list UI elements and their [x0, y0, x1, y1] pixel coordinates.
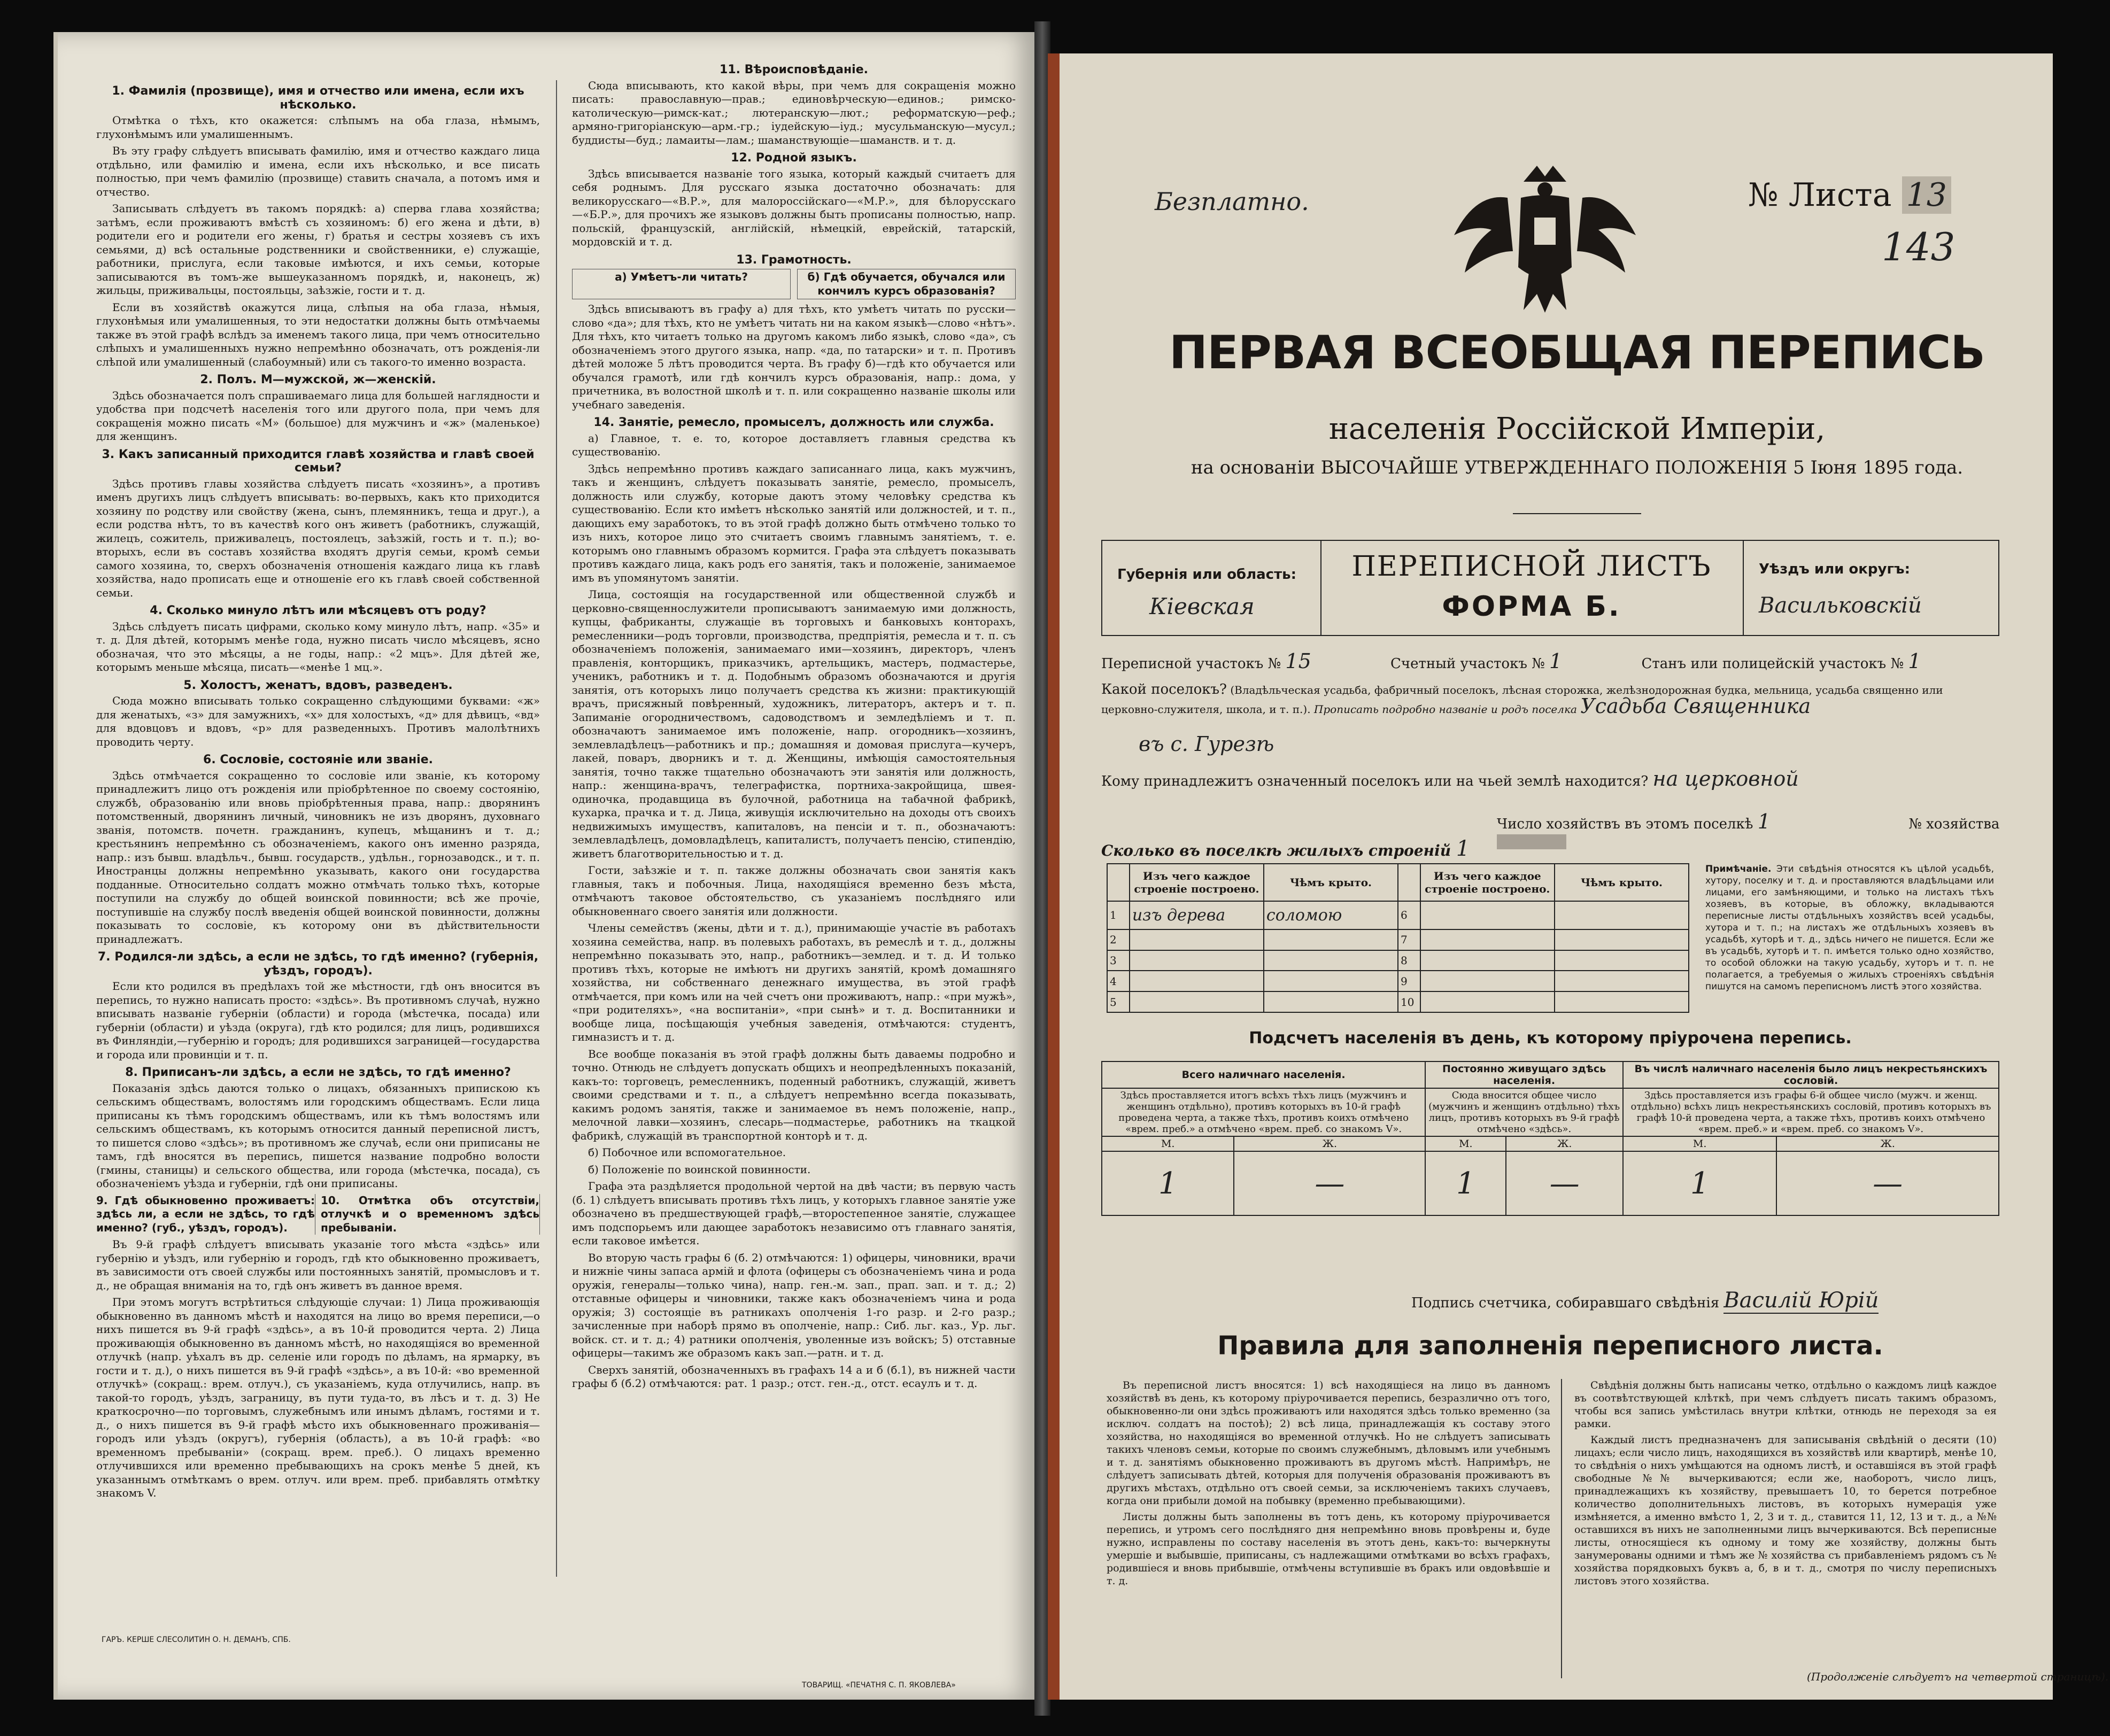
- rules-column-left: [1107, 1379, 1550, 1591]
- section-heading: 13. Грамотность.: [736, 253, 852, 267]
- section-heading: 5. Холостъ, женатъ, вдовъ, разведенъ.: [183, 678, 453, 692]
- building-roof: [1555, 929, 1689, 950]
- paragraph: а) Главное, т. е. то, которое доставляетъ главныя средства къ существованію.: [572, 431, 1016, 458]
- building-material: [1420, 929, 1555, 950]
- paragraph: Записывать слѣдуетъ въ такомъ порядкѣ: а) сперва глава хозяйства; затѣмъ, если проживаютъ вмѣстѣ съ хозяиномъ: б) его жена и дѣти, в) родители его и родители его жены, г) братья и сестры хозяевъ съ ихъ семьями, д) всѣ остальные родственники и свойственники, е) служащіе, работники, прислуга, если таковые имѣются, и ихъ семьи, которые записываются въ томъ-же вышеуказанномъ порядкѣ, и, наконецъ, ж) жильцы, приживальцы, постояльцы, заѣзжіе, гости и т. д.: [96, 202, 540, 297]
- section-heading: 14. Занятіе, ремесло, промыселъ, должность или служба.: [593, 416, 994, 429]
- stroenii-value: 1: [1456, 836, 1470, 861]
- section-heading: 3. Какъ записанный приходится главѣ хозяйства и главѣ своей семьи?: [102, 447, 535, 475]
- paragraph: Здѣсь вписываютъ въ графу а) для тѣхъ, кто умѣетъ читать по русски—слово «да»; для тѣхъ, кто не умѣетъ читать ни на каком языкѣ—слово «нѣтъ». Для тѣхъ, кто читаетъ только на другомъ какомъ либо языкѣ, слово «да», съ обозначеніемъ этого другого языка, напр. «да, по татарски» и т. п. Противъ дѣтей моложе 5 лѣтъ проводится черта. Въ графу б)—гдѣ кто обучается или обучался грамотѣ, или гдѣ кончилъ курсъ образованія, напр.: дома, у причетника, въ волостной школѣ и т. п. или сокращенно названіе школы или учебнаго заведенія.: [572, 303, 1016, 411]
- sheet-value: 13: [1902, 176, 1951, 214]
- uezd-label: Уѣздъ или округъ:: [1759, 561, 1910, 577]
- question-cell: а) Умѣетъ-ли читать?: [572, 269, 791, 299]
- paragraph: Если въ хозяйствѣ окажутся лица, слѣпыя на оба глаза, нѣмыя, глухонѣмыя или умалишенныя, то эти недостатки должны быть отмѣчаемы также въ этой графѣ вслѣдъ за именемъ такого лица, при чемъ относительно слѣпыхъ и умалишенныхъ нужно непремѣнно обозначать, отъ рожденія-ли слѣпой или умалишенный (слабоумный) или съ такого-то именно возраста.: [96, 300, 540, 368]
- count-male-value: 1: [1425, 1151, 1506, 1215]
- paragraph: Все вообще показанія въ этой графѣ должны быть даваемы подробно и точно. Отнюдь не слѣдуетъ допускать общихъ и неопредѣленныхъ показаній, какъ-то: торговецъ, ремесленникъ, поденный работникъ, служащій, живетъ своими средствами и т. п., а слѣдуетъ непремѣнно всегда показывать, какимъ родомъ занятія, также и занимаемое въ немъ положеніе, напр., мелочной лавки—хозяинъ, слесарь—подмастерье, работникъ на ткацкой фабрикѣ, служащій въ транспортной конторѣ и т. д.: [572, 1047, 1016, 1142]
- buildings-note: [1705, 863, 1994, 993]
- rules-continue: (Продолженіе слѣдуетъ на четвертой страницѣ).: [1807, 1670, 2109, 1683]
- bld-head-mat-right: Изъ чего каждое строеніе построено.: [1420, 864, 1555, 901]
- building-roof: [1264, 971, 1398, 991]
- rules-title: Правила для заполненія переписного листа.: [1217, 1331, 1883, 1361]
- paragraph: б) Положеніе по воинской повинности.: [588, 1162, 811, 1176]
- land-value: на церковной: [1652, 767, 1799, 790]
- paragraph: Въ эту графу слѣдуетъ вписывать фамилію, имя и отчество каждаго лица отдѣльно, или фамилію и имена, если ихъ нѣсколько, и все писать полностью, при чемъ фамилію (прозвище) ставить сначала, а потомъ имя и отчество.: [96, 144, 540, 198]
- count-male-value: 1: [1623, 1151, 1776, 1215]
- buildings-table: [1107, 863, 1689, 1013]
- paragraph: Сюда можно вписывать только сокращенно слѣдующими буквами: «ж» для женатыхъ, «з» для замужнихъ, «х» для холостыхъ, «д» для дѣвицъ, «вд» для вдовцовъ и вдовъ, «р» для разведенныхъ. Противъ малолѣтнихъ проводить черту.: [96, 694, 540, 748]
- building-material: [1130, 950, 1264, 971]
- building-material: [1130, 991, 1264, 1012]
- rule-paragraph: Въ переписной листъ вносятся: 1) всѣ находящіеся на лицо въ данномъ хозяйствѣ въ день, къ которому пріурочивается перепись, безразлично отъ того, обыкновенно-ли они здѣсь проживаютъ или находятся здѣсь только временно (за исключ. солдатъ на постоѣ); 2) всѣ лица, принадлежащія къ составу этого хозяйства, но находящіяся во временной отлучкѣ. Но не слѣдуетъ записывать такихъ членовъ семьи, которые по своимъ служебнымъ, дѣловымъ или учебнымъ и т. д. занятіямъ обыкновенно проживаютъ въ другомъ мѣстѣ. Напримѣръ, не слѣдуетъ записывать дѣтей, которыя для полученія образованія проживаютъ въ другихъ мѣстахъ, отдѣльно отъ своей семьи, за исключеніемъ такихъ случаевъ, когда они прибыли домой на побывку (временно пребывающими).: [1107, 1380, 1550, 1507]
- building-num: 3: [1107, 950, 1130, 971]
- female-label: Ж.: [1234, 1136, 1425, 1151]
- rules-column-right: [1574, 1379, 1997, 1591]
- printer-imprint-right: ТОВАРИЩ. «ПЕЧАТНЯ С. П. ЯКОВЛЕВА»: [802, 1681, 956, 1689]
- paragraph: Здѣсь противъ главы хозяйства слѣдуетъ писать «хозяинъ», а противъ именъ другихъ лицъ слѣдуетъ вписывать: во-первыхъ, какъ кто приходится хозяину по родству или свойству (жена, сынъ, племянникъ, теща и друг.), а если родства нѣтъ, то въ качествѣ кого онъ живетъ (работникъ, служащій, жилецъ, сожитель, приживалецъ, постоялецъ, заѣзжій, гость и т. п.); во-вторыхъ, если въ составъ хозяйства входятъ другія семьи, кромѣ семьи самого хозяина, то, сверхъ обозначенія отношенія каждаго лица къ главѣ хозяйства, надо прописать еще и отношеніе его къ главѣ своей собственной семьи.: [96, 477, 540, 599]
- paragraph: Гости, заѣзжіе и т. п. также должны обозначать свои занятія какъ главныя, такъ и побочныя. Лица, находящіяся временно безъ мѣста, отмѣчаютъ таковое обстоятельство, съ указаніемъ послѣдняго или обыкновеннаго своего занятія или должности.: [572, 864, 1016, 918]
- stan-value: 1: [1908, 649, 1921, 673]
- building-material: [1130, 929, 1264, 950]
- guberniya-label: Губернія или область:: [1117, 567, 1296, 583]
- building-num: 7: [1398, 929, 1420, 950]
- male-label: М.: [1623, 1136, 1776, 1151]
- poselok-value-1: Усадьба Священника: [1580, 694, 1811, 718]
- paragraph: Въ 9-й графѣ слѣдуетъ вписывать указаніе того мѣста «здѣсь» или губернію и уѣздъ, или губернію и городъ, гдѣ кто обыкновенно проживаетъ, въ зависимости отъ своей службы или постоянныхъ занятій, промысловъ и т. д., не обращая вниманія на то, гдѣ онъ живетъ въ данное время.: [96, 1238, 540, 1292]
- column-divider: [556, 80, 557, 1577]
- note-title: Примѣчаніе.: [1705, 864, 1772, 874]
- building-material: [1420, 991, 1555, 1012]
- building-num: 1: [1107, 901, 1130, 929]
- building-num: 2: [1107, 929, 1130, 950]
- building-num: 8: [1398, 950, 1420, 971]
- count-col-desc: Сюда вносится общее число (мужчинъ и женщинъ отдѣльно) тѣхъ лицъ, противъ которыхъ въ 9-й графѣ отмѣчено «здѣсь».: [1425, 1088, 1623, 1136]
- paragraph: Если кто родился въ предѣлахъ той же мѣстности, гдѣ онъ вносится въ перепись, то нужно написать просто: «здѣсь». Въ противномъ случаѣ, нужно вписывать названіе губерніи (области) и города (мѣстечка, посада) или губерніи (области) и уѣзда (округа), гдѣ кто родился; для лицъ, родившихся въ Финляндіи,—губернію и городъ; для родившихся заграницей—государства и города или провинціи и т. п.: [96, 980, 540, 1061]
- land-line: [1101, 767, 1799, 790]
- section-heading: 4. Сколько минуло лѣтъ или мѣсяцевъ отъ роду?: [150, 604, 486, 617]
- sheet-number-handwritten: 143: [1882, 224, 1956, 269]
- section-heading: 7. Родился-ли здѣсь, а если не здѣсь, то гдѣ именно? (губернія, уѣздъ, городъ).: [97, 950, 539, 978]
- rule-paragraph: Листы должны быть заполнены въ тотъ день, къ которому пріурочивается перепись, и утромъ сего послѣдняго дня непремѣнно вновь провѣрены и, буде нужно, исправлены по составу населенія въ этотъ день, какъ-то: вычеркнуты умершіе и выбывшіе, приписаны, съ надлежащими отмѣтками во всѣхъ графахъ, родившіеся и вновь прибывшіе, отмѣчены вступившіе въ бракъ или овдовѣвшіе и т. д.: [1107, 1511, 1550, 1587]
- paragraph: Сверхъ занятій, обозначенныхъ въ графахъ 14 а и б (б.1), въ нижней части графы б (б.2) отмѣчаются: рат. 1 разр.; отст. ген.-д., отст. есаулъ и т. д.: [572, 1363, 1016, 1390]
- subtitle: населенія Россійской Имперіи,: [1328, 412, 1826, 446]
- paragraph: б) Побочное или вспомогательное.: [588, 1146, 786, 1159]
- poselok-instruction: Прописать подробно названіе и родъ поселка: [1313, 703, 1577, 716]
- population-count-table: [1101, 1061, 1999, 1216]
- stroenii-label: Сколько въ поселкѣ жилыхъ строеній: [1101, 842, 1451, 859]
- paragraph: Здѣсь непремѣнно противъ каждаго записаннаго лица, какъ мужчинъ, такъ и женщинъ, слѣдуетъ показывать занятіе, ремесло, промыселъ, должность или службу, которые даютъ этому человѣку средства къ существованію. Если кто имѣетъ нѣсколько занятій или должностей, и т. п., дающихъ ему заработокъ, то въ этой графѣ должно быть отмѣчено только то изъ нихъ, которое лицо это считаетъ своимъ главнымъ занятіемъ, т. е. которымъ оно главнымъ образомъ кормится. Графа эта слѣдуетъ показывать противъ каждаго лица, какъ родъ его занятія, такъ и положеніе, занимаемое имъ въ упомянутомъ занятіи.: [572, 462, 1016, 584]
- section-heading: 1. Фамилія (прозвище), имя и отчество или имена, если ихъ нѣсколько.: [112, 84, 524, 112]
- uezd-value: Васильковскій: [1759, 593, 1922, 618]
- bld-head-roof-left: Чѣмъ крыто.: [1264, 864, 1398, 901]
- count-female-value: —: [1506, 1151, 1623, 1215]
- sheet-number: [1748, 176, 1951, 214]
- header-divider-right: [1743, 540, 1744, 636]
- title-rule: [1513, 513, 1641, 514]
- signature-label: Подпись счетчика, собиравшаго свѣдѣнія: [1411, 1295, 1720, 1311]
- bld-col-num-right: [1398, 864, 1420, 901]
- uchastok-value: 15: [1285, 649, 1311, 673]
- land-label: Кому принадлежитъ означенный поселокъ или на чьей землѣ находится?: [1101, 773, 1649, 789]
- uchastok-label: Переписной участокъ №: [1101, 656, 1281, 672]
- count-col-desc: Здѣсь проставляется изъ графы 6-й общее число (мужч. и женщ. отдѣльно) всѣхъ лицъ некрестьянскихъ сословій, противъ которыхъ въ графѣ 10-й проведена черта, а также тѣхъ, противъ коихъ отмѣчено «врем. преб.» и «врем. преб. со знакомъ V».: [1623, 1088, 1999, 1136]
- count-col-desc: Здѣсь проставляется итогъ всѣхъ тѣхъ лицъ (мужчинъ и женщинъ отдѣльно), противъ которыхъ въ 10-й графѣ проведена черта, а также тѣхъ, противъ коихъ отмѣчено «врем. преб.» а отмѣчено «врем. преб. со знакомъ V».: [1102, 1088, 1425, 1136]
- section-heading: 2. Полъ. М—мужской, ж—женскій.: [200, 373, 436, 386]
- poselok-value-2: въ с. Гурезѣ: [1139, 732, 1274, 756]
- paragraph: Здѣсь обозначается полъ спрашиваемаго лица для большей наглядности и удобства при подсчетѣ населенія того или другого пола, при чемъ для сокращенія можно писать «М» (большое) для мужчинъ и «ж» (маленькое) для женщинъ.: [96, 389, 540, 443]
- paragraph: Здѣсь слѣдуетъ писать цифрами, сколько кому минуло лѣтъ, напр. «35» и т. д. Для дѣтей, которымъ менѣе года, нужно писать число мѣсяцевъ, ясно обозначая, что это мѣсяцы, а не годы, напр.: «2 мцъ». Для дѣтей же, которымъ меньше мѣсяца, писать—«менѣе 1 мц.».: [96, 619, 540, 673]
- bld-head-roof-right: Чѣмъ крыто.: [1555, 864, 1689, 901]
- count-male-value: 1: [1102, 1151, 1234, 1215]
- hozyaistv-value: 1: [1757, 810, 1771, 833]
- question-cell: 10. Отмѣтка объ отсутствіи, отлучкѣ и о временномъ здѣсь пребываніи.: [321, 1194, 539, 1234]
- instructions-column-2: [572, 59, 1016, 1619]
- paragraph: Во вторую часть графы 6 (б. 2) отмѣчаются: 1) офицеры, чиновники, врачи и нижніе чины запаса армій и флота (офицеры съ обозначеніемъ чина и рода оружія, генералы—только чина), напр. ген.-м. зап., прап. зап. и т. д.; 2) отставные офицеры и чиновники, также какъ обозначеніемъ чина и рода оружія; 3) состоящіе въ ратникахъ ополченія 1-го разр. и 2-го разр.; зачисленные при наборѣ прямо въ ополченіе, напр.: Сиб. льг. каз., Ур. льг. войск. ст. и т. д.; 4) ратники ополченія, уволенные изъ войскъ; 5) отставные офицеры—такимъ же образомъ какъ зап.—ратн. и т. д.: [572, 1251, 1016, 1359]
- question-pair: [572, 269, 1016, 299]
- question-cell: б) Гдѣ обучается, обучался или кончилъ курсъ образованія?: [797, 269, 1016, 299]
- rules-divider: [1561, 1379, 1562, 1678]
- hozyaistvo-no-box: [1497, 834, 1566, 849]
- decree-line: на основаніи ВЫСОЧАЙШЕ УТВЕРЖДЕННАГО ПОЛОЖЕНІЯ 5 Іюня 1895 года.: [1191, 457, 1964, 478]
- building-row: [1107, 929, 1689, 950]
- section-heading: 12. Родной языкъ.: [731, 151, 857, 165]
- building-roof: [1555, 901, 1689, 929]
- building-row: [1107, 950, 1689, 971]
- building-roof: [1555, 991, 1689, 1012]
- building-row: [1107, 991, 1689, 1012]
- uchastok-line: [1101, 649, 1999, 673]
- paragraph: Показанія здѣсь даются только о лицахъ, обязанныхъ припискою къ сельскимъ обществамъ, волостямъ или городскимъ обществамъ. Если лица приписаны къ тѣмъ городскимъ обществамъ, или къ тѣмъ волостямъ или сельскимъ обществамъ, къ которымъ относится данный переписной листъ, то пишется слово «здѣсь»; въ противномъ же случаѣ, если они приписаны не тамъ, гдѣ вносятся въ перепись, пишется название подробно волости (гмины, станицы) и сельского общества, или города (мѣстечка, посада), съ обозначеніемъ уѣзда и губерніи, гдѣ они приписаны.: [96, 1081, 540, 1190]
- question-pair-9-10: [96, 1194, 540, 1235]
- female-label: Ж.: [1776, 1136, 1999, 1151]
- imperial-eagle-emblem: [1443, 160, 1647, 315]
- paragraph: При этомъ могутъ встрѣтиться слѣдующіе случаи: 1) Лица проживающія обыкновенно въ данномъ мѣстѣ и находятся на лицо во время переписи,—о нихъ пишется въ 9-й графѣ «здѣсь», а въ 10-й проводится черта. 2) Лица проживающія обыкновенно въ данномъ мѣстѣ, но находящіяся во временной отлучкѣ (напр. уѣхалъ въ др. селеніе или городъ по дѣламъ, на ярмарку, въ гости и т. д.), о нихъ пишется въ 9-й графѣ «здѣсь», а въ 10-й: «во временной отлучкѣ» (сокращ.: врем. отлуч.), съ указаніемъ, куда отлучились, напр. въ такой-то городъ, уѣздъ, заграницу, въ пути туда-то, въ лѣсъ и т. д. 3) Не краткосрочно—по торговымъ, служебнымъ или инымъ дѣламъ, гостями и т. д., о нихъ пишется въ 9-й графѣ мѣсто ихъ обыкновеннаго проживанія—городъ или уѣздъ (округъ), губернія (область), а въ 10-й графѣ: «во временномъ пребываніи» (сокращ. врем. преб.). О лицахъ временно отлучившихся или временно пребывающихъ на срокъ менѣе 5 дней, къ указаннымъ отмѣткамъ о врем. отлуч. или врем. преб. прибавлять отмѣтку знакомъ V.: [96, 1296, 540, 1499]
- section-heading: 6. Сословіе, состояніе или званіе.: [203, 753, 433, 766]
- paragraph: Графа эта раздѣляется продольной чертой на двѣ части; въ первую часть (б. 1) слѣдуетъ вписывать противъ тѣхъ лицъ, у которыхъ главное занятіе уже обозначено въ предшествующей графѣ,—второстепенное занятіе, служащее имъ подспорьемъ или дающее заработокъ независимо отъ главнаго занятія, если таковое имѣется.: [572, 1180, 1016, 1247]
- hozyaistv-label: Число хозяйствъ въ этомъ поселкѣ: [1497, 816, 1753, 832]
- form-title-2: ФОРМА Б.: [1442, 591, 1621, 623]
- building-material: [1420, 971, 1555, 991]
- sheet-label: № Листа: [1748, 176, 1892, 214]
- building-roof: соломою: [1264, 901, 1398, 929]
- hozyaistvo-no-label: № хозяйства: [1908, 816, 2000, 832]
- bld-head-mat-left: Изъ чего каждое строеніе построено.: [1130, 864, 1264, 901]
- rule-paragraph: Свѣдѣнія должны быть написаны четко, отдѣльно о каждомъ лицѣ каждое въ соотвѣтствующей клѣткѣ, при чемъ слѣдуетъ писать такимъ образомъ, чтобы вся запись умѣстилась внутри клѣтки, отнюдь не переходя за ея рамки.: [1574, 1380, 1997, 1430]
- building-num: 4: [1107, 971, 1130, 991]
- male-label: М.: [1102, 1136, 1234, 1151]
- schet-value: 1: [1549, 649, 1563, 673]
- male-label: М.: [1425, 1136, 1506, 1151]
- main-title: ПЕРВАЯ ВСЕОБЩАЯ ПЕРЕПИСЬ: [1169, 326, 1985, 379]
- rule-paragraph: Каждый листъ предназначенъ для записыванія свѣдѣній о десяти (10) лицахъ; если число лицъ, находящихся въ хозяйствѣ или квартирѣ, менѣе 10, то свѣдѣнія о нихъ умѣщаются на одномъ листѣ, и оставшіяся въ этой графѣ свободные №№ вычеркиваются; если же, наоборотъ, число лицъ, принадлежащихъ къ хозяйству, превышаетъ 10, то берется потребное количество дополнительныхъ листовъ, въ которыхъ нумерація уже измѣняется, а именно вмѣсто 1, 2, 3 и т. д., ставится 11, 12, 13 и т. д., а №№ оставшихся въ нихъ не заполненными лицъ вычеркиваются. Всѣ переписные листы, относящіеся къ одному и тому же хозяйству, должны быть занумерованы одними и тѣмъ же № хозяйства съ прибавленіемъ рядомъ съ № хозяйства порядковыхъ буквъ а, б, в и т. д., смотря по числу переписныхъ листовъ этого хозяйства.: [1574, 1434, 1997, 1587]
- bld-col-num-left: [1107, 864, 1130, 901]
- section-heading: 8. Приписанъ-ли здѣсь, а если не здѣсь, то гдѣ именно?: [125, 1066, 511, 1079]
- count-col-head: Въ числѣ наличнаго населенія было лицъ некрестьянскихъ сословій.: [1623, 1061, 1999, 1088]
- signature-value: Василій Юрій: [1723, 1288, 1879, 1313]
- count-female-value: —: [1234, 1151, 1425, 1215]
- stroenii-line: [1101, 836, 1470, 861]
- stan-label: Станъ или полицейскій участокъ №: [1641, 656, 1904, 672]
- building-roof: [1264, 991, 1398, 1012]
- paragraph: Сюда вписывають, кто какой вѣры, при чемъ для сокращенія можно писать: православную—прав.; единовѣрческую—единов.; римско-католическую—римск-кат.; лютеранскую—лют.; реформатскую—реф.; армяно-григоріанскую—арм.-гр.; іудейскую—іуд.; мусульманскую—мусул.; буддисты—буд.; ламаиты—лам.; шаманствующіе—шаманств. и т. д.: [572, 79, 1016, 146]
- printer-imprint-left: ГАРЪ. КЕРШЕ СЛЕСОЛИТИН О. Н. ДЕМАНЪ, СПБ.: [102, 1636, 291, 1644]
- building-material: изъ дерева: [1130, 901, 1264, 929]
- question-cell: 9. Гдѣ обыкновенно проживаетъ: здѣсь ли, а если не здѣсь, то гдѣ именно? (губ., уѣздъ, городъ).: [96, 1194, 315, 1234]
- section-heading: 11. Вѣроисповѣданіе.: [720, 63, 868, 76]
- building-material: [1130, 971, 1264, 991]
- building-num: 10: [1398, 991, 1420, 1012]
- note-text: Эти свѣдѣнія относятся къ цѣлой усадьбѣ, хутору, поселку и т. д. и проставляются владѣльцами или лицами, его замѣняющими, и только на листахъ тѣхъ хозяевъ, въ которые, въ обложку, вкладываются переписные листы отдѣльныхъ хозяйствъ всей усадьбы, хутора и т. п.; на листахъ же отдѣльныхъ хозяевъ въ усадьбѣ, хуторѣ и т. д., здѣсь ничего не пишется. Если же въ усадьбѣ, хуторѣ и т. п. имѣется только одно хозяйство, то особой обложки на такую усадьбу, хуторъ и т. п. не полагается, а требуемыя о жилыхъ строеніяхъ свѣдѣнія пишутся на самомъ переписномъ листѣ этого хозяйства.: [1705, 864, 1995, 992]
- building-row: [1107, 971, 1689, 991]
- poselok-hint: (Владѣльческая усадьба, фабричный поселокъ, лѣсная сторожка, желѣзнодорожная будка, мельница, усадьба священно или церковно-служителя, школа, и т. п.).: [1101, 684, 1943, 716]
- guberniya-value: Кіевская: [1149, 593, 1255, 619]
- count-col-head: Постоянно живущаго здѣсь населенія.: [1425, 1061, 1623, 1088]
- paragraph: Здѣсь вписывается названіе того языка, который каждый считаетъ для себя роднымъ. Для русскаго языка достаточно обозначать: для великорусскаго—«В.Р.», для малороссійскаго—«М.Р.», для бѣлорусскаго—«Б.Р.», для прочихъ же языковъ должны быть прописаны полностью, напр. польскій, французскій, англійскій, нѣмецкій, еврейскій, татарскій, мордовскій и т. д.: [572, 167, 1016, 248]
- building-material: [1420, 901, 1555, 929]
- building-row: [1107, 901, 1689, 929]
- count-female-value: —: [1776, 1151, 1999, 1215]
- paragraph: Здѣсь отмѣчается сокращенно то сословіе или званіе, къ которому принадлежитъ лицо отъ рожденія или пріобрѣтенное по своему состоянію, службѣ, образованію или вновь пріобрѣтенныя права, напр.: дворянинъ потомственный, дворянинъ личный, чиновникъ не изъ дворянъ, духовнаго званія, потомств. почетн. гражданинъ, купецъ, мѣщанинъ и т. д.; крестьянинъ непремѣнно съ обозначеніемъ, какого онъ именно разряда, напр.: изъ бывш. владѣльч., бывш. государств., удѣльн., горнозаводск., и т. п. Иностранцы должны непремѣнно указывать, какого они государства подданные. Относительно солдатъ можно отмѣчать только тѣхъ, которые поступили на службу до общей воинской повинности; всѣ же прочіе, поступившіе на службу послѣ введенія общей воинской повинности, должны показывать то сословіе, къ которому они въ дѣйствительности принадлежатъ.: [96, 769, 540, 945]
- poselok-label: Какой поселокъ?: [1101, 681, 1227, 698]
- signature-line: [1411, 1288, 1879, 1313]
- building-material: [1420, 950, 1555, 971]
- schet-label: Счетный участокъ №: [1390, 656, 1545, 672]
- count-col-head: Всего наличнаго населенія.: [1102, 1061, 1425, 1088]
- paragraph: Лица, состоящія на государственной или общественной службѣ и церковно-священнослужители прописываютъ занимаемую ими должность, купцы, фабриканты, служащіе въ торговыхъ и банковыхъ конторахъ, ремесленники—родъ торговли, производства, предпріятія, ремесла и т. п. съ обозначеніемъ положенія, занимаемаго ими—хозяинъ, директоръ, членъ правленія, конторщикъ, приказчикъ, артельщикъ, мастеръ, подмастерье, ученикъ, работникъ и т. д. Подобнымъ образомъ обозначаются и другія занятія, отъ которыхъ лицо получаетъ средства къ жизни: практикующій врачъ, присяжный повѣренный, художникъ, литераторъ, актеръ и т. п. Запиманіе огородничествомъ, садоводствомъ и земледѣліемъ и т. п. обозначаютъ занимаемое имъ положеніе, напр. огородникъ—хозяинъ, землевладѣлецъ—работникъ и пр.; домашняя и домовая прислуга—кучеръ, лакей, поваръ, дворникъ и т. д. Женщины, имѣющія самостоятельныя занятія, точно также тщательно обозначаютъ эти занятія или должность, напр.: женщина-врачъ, телеграфистка, портниха-закройщица, швея-одиночка, продавщица въ булочной, работница на табачной фабрикѣ, кухарка, прачка и т. д. Лица, живущія исключительно на доходы отъ своихъ недвижимыхъ имуществъ, капиталовъ, на пенсіи и т. п., обозначаютъ: землевладѣлецъ, домовладѣлецъ, капиталистъ, получаетъ пенсію, стипендію, живетъ благотворительностью и т. д.: [572, 588, 1016, 860]
- count-title: Подсчетъ населенія въ день, къ которому пріурочена перепись.: [1249, 1029, 1852, 1048]
- building-num: 5: [1107, 991, 1130, 1012]
- female-label: Ж.: [1506, 1136, 1623, 1151]
- free-label: Безплатно.: [1155, 187, 1309, 216]
- paragraph: Отмѣтка о тѣхъ, кто окажется: слѣпымъ на оба глаза, нѣмымъ, глухонѣмымъ или умалишеннымъ.: [96, 114, 540, 141]
- building-num: 6: [1398, 901, 1420, 929]
- instructions-column-1: [96, 80, 540, 1619]
- building-num: 9: [1398, 971, 1420, 991]
- hozyaistv-line: [1497, 810, 2005, 849]
- building-roof: [1264, 929, 1398, 950]
- building-roof: [1555, 971, 1689, 991]
- building-roof: [1264, 950, 1398, 971]
- poselok-line: [1101, 681, 1999, 717]
- building-roof: [1555, 950, 1689, 971]
- paragraph: Члены семействъ (жены, дѣти и т. д.), принимающіе участіе въ работахъ хозяина семейства, напр. въ полевыхъ работахъ, въ ремеслѣ и т. д., должны непремѣнно показывать это, напр., работникъ—землед. и т. д. И только противъ тѣхъ, которые не имѣютъ ни другихъ занятій, кромѣ домашняго хозяйства, ни собственнаго денежнаго имущества, въ этой графѣ отмѣчается, при комъ или на чей счетъ они проживаютъ, напр.: «при мужѣ», «при родителяхъ», «на воспитаніи», «при сынѣ» и т. д. Воспитанники и вообще лица, посѣщающія учебныя заведенія, отмѣчаются: студентъ, гимназистъ и т. д.: [572, 921, 1016, 1043]
- form-title-1: ПЕРЕПИСНОЙ ЛИСТЪ: [1351, 551, 1712, 583]
